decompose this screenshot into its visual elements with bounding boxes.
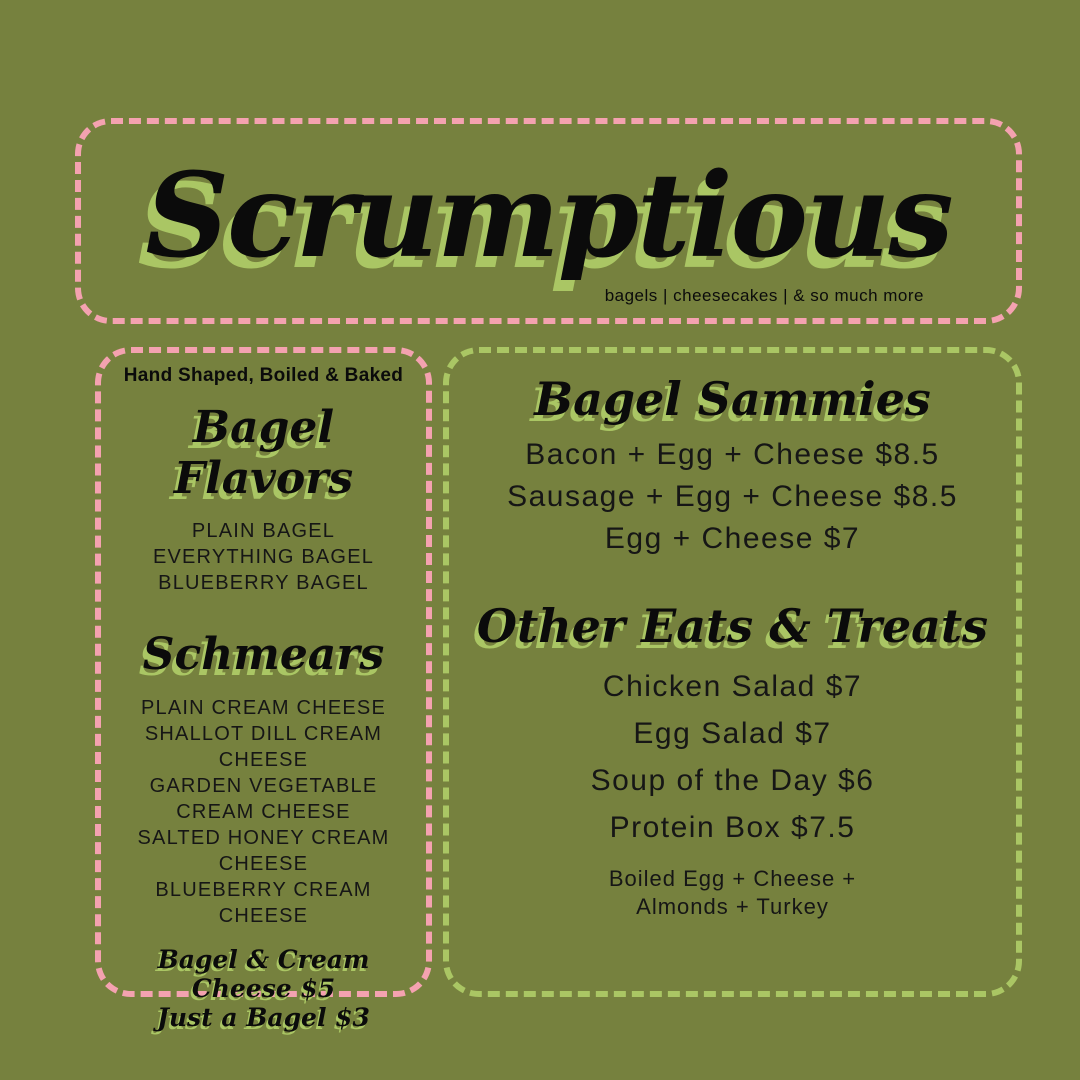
brand-title: Scrumptious xyxy=(145,148,952,284)
list-item: EVERYTHING BAGEL xyxy=(152,546,375,569)
brand-tagline: bagels | cheesecakes | & so much more xyxy=(604,286,924,305)
bagel-pricing xyxy=(115,945,412,1032)
list-item: SHALLOT DILL CREAM CHEESE xyxy=(144,722,383,771)
footnote-line: Boiled Egg + Cheese + xyxy=(608,865,857,891)
handmade-note: Hand Shaped, Boiled & Baked xyxy=(123,365,404,386)
list-item: Chicken Salad $7 xyxy=(602,669,863,703)
list-item: Soup of the Day $6 xyxy=(590,763,875,797)
bagel-sammies-list xyxy=(465,434,1000,560)
section-heading-schmears: Schmears xyxy=(142,629,385,681)
bagels-panel xyxy=(95,347,432,1032)
list-item: BLUEBERRY CREAM CHEESE xyxy=(155,878,372,927)
sammies-panel xyxy=(443,347,1022,997)
list-item: Egg + Cheese $7 xyxy=(604,521,861,555)
list-item: PLAIN CREAM CHEESE xyxy=(141,696,386,719)
list-item: PLAIN BAGEL xyxy=(191,520,336,543)
list-item: GARDEN VEGETABLE CREAM CHEESE xyxy=(149,774,378,823)
bagel-flavors-list xyxy=(115,518,412,596)
header-panel xyxy=(75,118,1022,324)
other-eats-list xyxy=(465,663,1000,851)
list-item: SALTED HONEY CREAM CHEESE xyxy=(137,826,390,875)
price-line: Bagel & Cream Cheese $5 xyxy=(157,944,370,1003)
section-heading-bagel-sammies: Bagel Sammies xyxy=(534,372,931,426)
list-item: Protein Box $7.5 xyxy=(609,810,856,844)
section-heading-other-eats: Other Eats & Treats xyxy=(476,598,989,653)
list-item: Bacon + Egg + Cheese $8.5 xyxy=(525,437,940,471)
schmears-list xyxy=(115,695,412,929)
protein-box-contents xyxy=(465,865,1000,921)
list-item: Egg Salad $7 xyxy=(633,716,832,750)
section-heading-bagel-flavors: Bagel Flavors xyxy=(173,402,354,504)
footnote-line: Almonds + Turkey xyxy=(636,893,829,919)
price-line: Just a Bagel $3 xyxy=(157,1002,370,1032)
list-item: Sausage + Egg + Cheese $8.5 xyxy=(507,479,958,513)
list-item: BLUEBERRY BAGEL xyxy=(158,572,369,595)
